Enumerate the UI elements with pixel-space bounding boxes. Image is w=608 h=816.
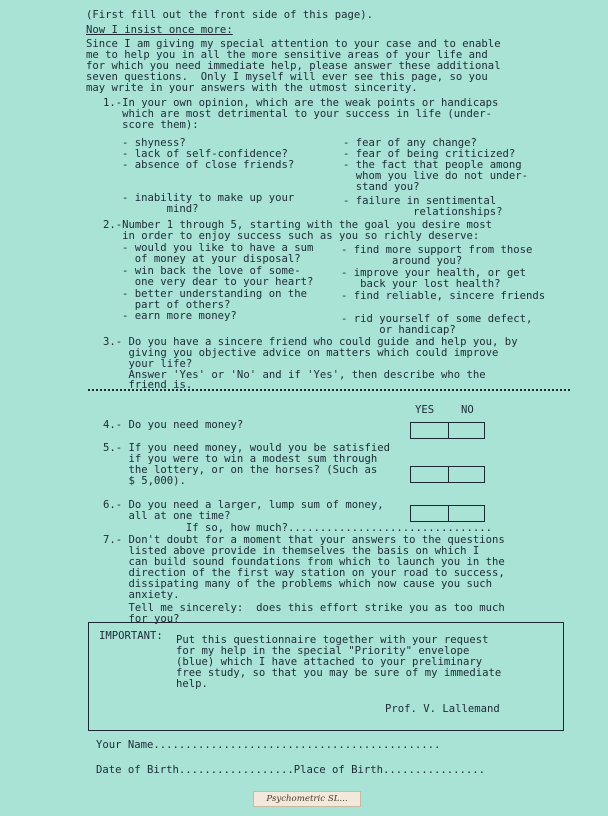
q1-option: whom you live do not under- [343, 170, 528, 182]
q2-option: - find more support from those [341, 244, 533, 256]
q2-option: - better understanding on the [122, 288, 307, 300]
archive-label: Psychometric SL... [253, 791, 361, 807]
no-label: NO [461, 404, 474, 416]
intro-line: may write in your answers with the utmost sincerity. [86, 82, 418, 94]
q6-how-much[interactable]: If so, how much?................................ [103, 522, 493, 534]
q1-option: relationships? [343, 206, 503, 218]
intro-line: me to help you in all the more sensitive areas of your life and [86, 49, 488, 61]
q2-option: - would you like to have a sum [122, 242, 314, 254]
q1-line: score them): [103, 119, 199, 131]
q2-option: part of others? [122, 299, 231, 311]
q5-line: $ 5,000). [103, 475, 186, 487]
q7-line: can build sound foundations from which to launch you in the [103, 556, 505, 568]
q2-line: 2.-Number 1 through 5, starting with the goal you desire most [103, 219, 493, 231]
q2-option: - find reliable, sincere friends [341, 290, 546, 302]
q3-line: 3.- Do you have a sincere friend who could guide and help you, by [103, 336, 518, 348]
intro-line: for which you need immediate help, please answer these additional [86, 60, 501, 72]
q2-option: back your lost health? [341, 278, 501, 290]
yes-label: YES [415, 404, 435, 416]
q1-option: - lack of self-confidence? [122, 148, 288, 160]
q1-option: - the fact that people among [343, 159, 522, 171]
q3-line: your life? [103, 358, 193, 370]
q5-line: the lottery, or on the horses? (Such as [103, 464, 378, 476]
q5-line: 5.- If you need money, would you be satisfied [103, 442, 391, 454]
q7-line: for you? [103, 613, 180, 625]
q3-line: Answer 'Yes' or 'No' and if 'Yes', then describe who the [103, 369, 486, 381]
q7-line: 7.- Don't doubt for a moment that your answers to the questions [103, 534, 505, 546]
q3-line: friend is. [103, 379, 193, 391]
q2-option: around you? [341, 255, 463, 267]
q2-option: - earn more money? [122, 310, 237, 322]
birth-date-place-field[interactable]: Date of Birth..................Place of Birth................ [96, 764, 486, 776]
q1-option: - failure in sentimental [343, 195, 497, 207]
q1-option: mind? [122, 203, 199, 215]
q1-option: - inability to make up your [122, 192, 295, 204]
q2-option: or handicap? [341, 324, 456, 336]
q2-option: - improve your health, or get [341, 267, 526, 279]
q2-option: - win back the love of some- [122, 265, 301, 277]
q7-line: listed above provide in themselves the basis on which I [103, 545, 480, 557]
insist-heading: Now I insist once more: [86, 24, 233, 36]
q1-option: - shyness? [122, 137, 186, 149]
q1-option: stand you? [343, 181, 420, 193]
q6-line: all at one time? [103, 510, 231, 522]
q2-option: of money at your disposal? [122, 253, 301, 265]
header-note: (First fill out the front side of this page). [86, 9, 374, 21]
q5-line: if you were to win a modest sum through [103, 453, 378, 465]
q4-yes-no-box[interactable] [410, 422, 485, 439]
q1-option: - fear of being criticized? [343, 148, 516, 160]
q3-line: giving you objective advice on matters which could improve [103, 347, 499, 359]
important-line: free study, so that you may be sure of my immediate [176, 667, 502, 679]
q1-option: - absence of close friends? [122, 159, 295, 171]
q7-line: dissipating many of the problems which now cause you such [103, 578, 493, 590]
q2-line: in order to enjoy success such as you so richly deserve: [103, 230, 480, 242]
q7-line: Tell me sincerely: does this effort strike you as too much [103, 602, 505, 614]
important-label: IMPORTANT: [99, 630, 163, 642]
question-4: 4.- Do you need money? [103, 419, 244, 431]
q5-yes-no-box[interactable] [410, 466, 485, 483]
important-line: for my help in the special "Priority" envelope [176, 645, 470, 657]
your-name-field[interactable]: Your Name............................................. [96, 739, 441, 751]
q7-line: direction of the first way station on your road to success, [103, 567, 505, 579]
important-line: (blue) which I have attached to your preliminary [176, 656, 483, 668]
answer-dotted-line[interactable] [88, 389, 570, 391]
q1-line: 1.-In your own opinion, which are the weak points or handicaps [103, 97, 499, 109]
q1-option: - fear of any change? [343, 137, 477, 149]
q7-line: anxiety. [103, 589, 180, 601]
q6-line: 6.- Do you need a larger, lump sum of money, [103, 499, 384, 511]
q6-yes-no-box[interactable] [410, 505, 485, 522]
intro-line: seven questions. Only I myself will ever see this page, so you [86, 71, 488, 83]
important-line: help. [176, 678, 208, 690]
q2-option: one very dear to your heart? [122, 276, 314, 288]
intro-line: Since I am giving my special attention to your case and to enable [86, 38, 501, 50]
important-box [88, 622, 564, 731]
q2-option: - rid yourself of some defect, [341, 313, 533, 325]
q1-line: which are most detrimental to your success in life (under- [103, 108, 493, 120]
signature: Prof. V. Lallemand [385, 703, 500, 715]
important-line: Put this questionnaire together with your request [176, 634, 489, 646]
